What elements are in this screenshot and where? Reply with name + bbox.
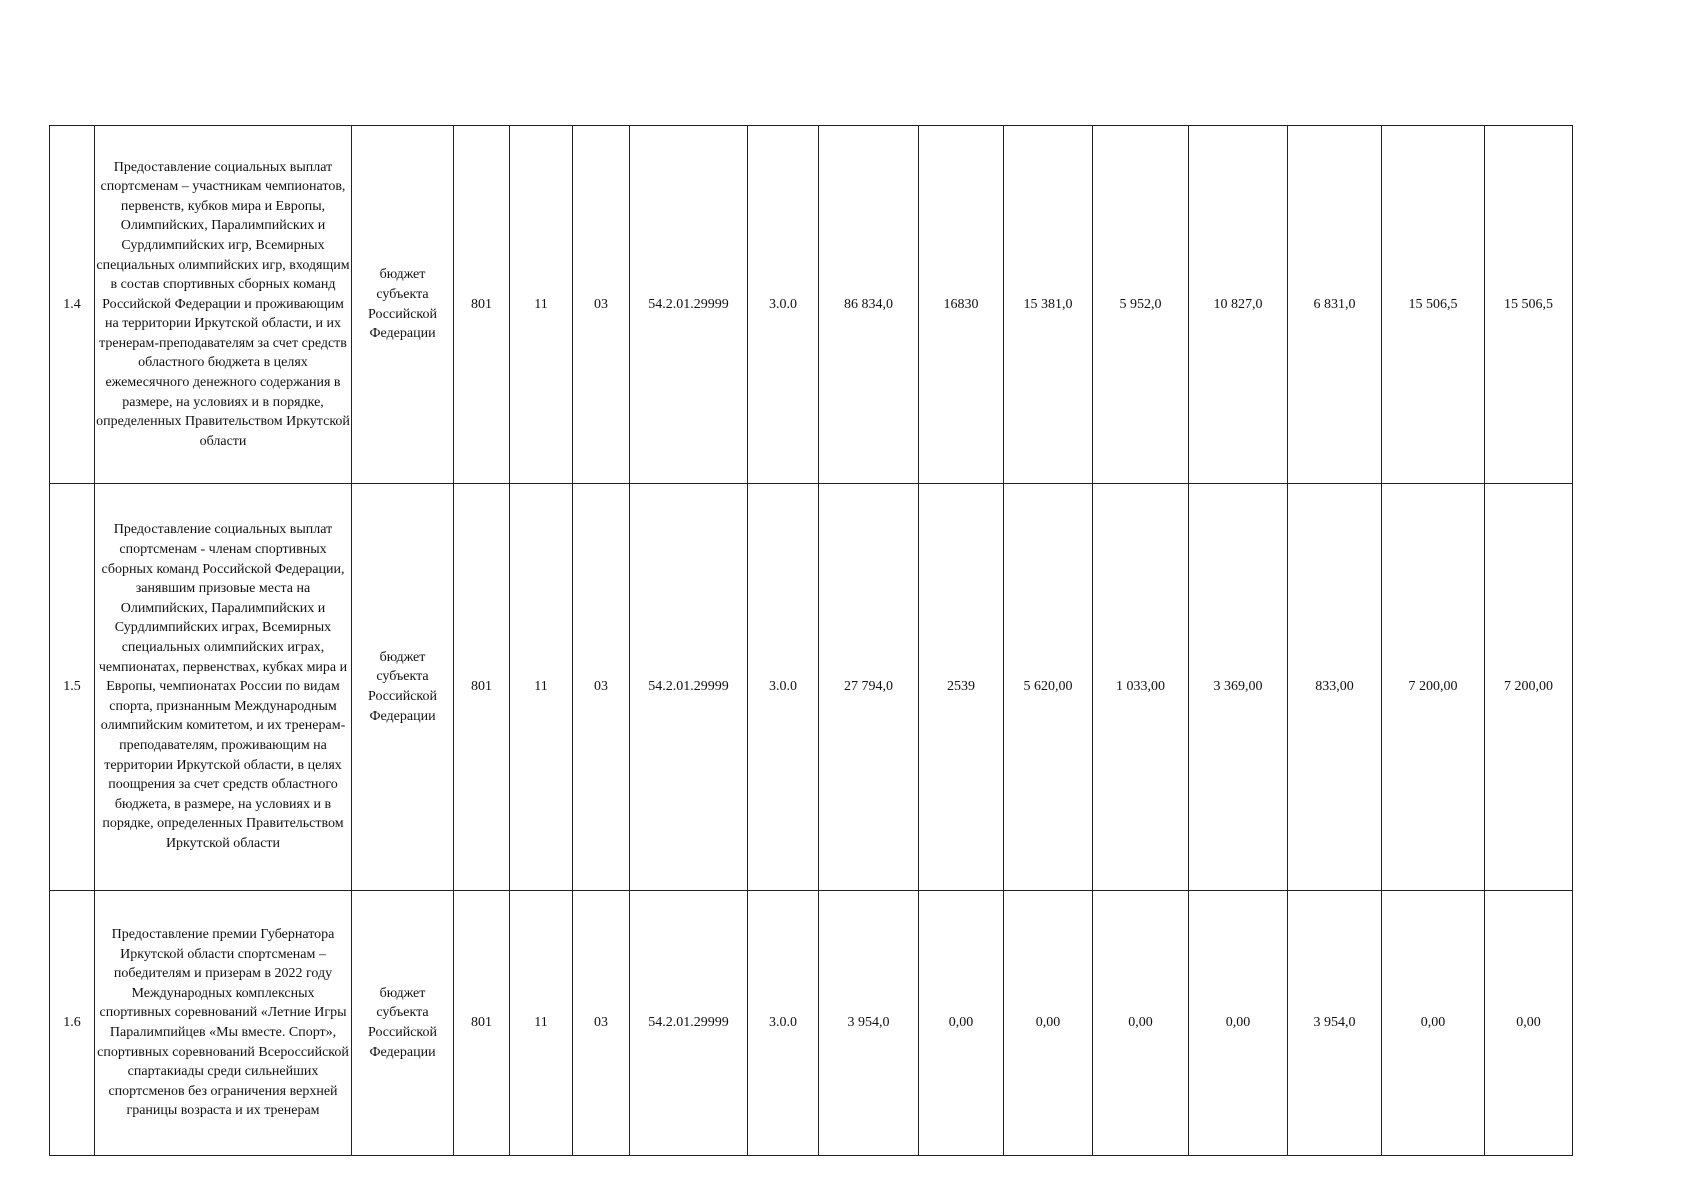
- amount-cell: 3 954,0: [819, 891, 919, 1156]
- target-article-code: 54.2.01.29999: [630, 891, 748, 1156]
- amount-cell: 833,00: [1288, 484, 1382, 891]
- funding-source: бюджет субъекта Российской Федерации: [352, 891, 454, 1156]
- funding-source: бюджет субъекта Российской Федерации: [352, 484, 454, 891]
- row-number: 1.6: [50, 891, 95, 1156]
- budget-table: [49, 125, 1573, 1156]
- amount-cell: 0,00: [1093, 891, 1189, 1156]
- grbs-code: 801: [454, 126, 510, 484]
- section-code: 11: [510, 891, 573, 1156]
- amount-cell: 86 834,0: [819, 126, 919, 484]
- target-article-code: 54.2.01.29999: [630, 484, 748, 891]
- grbs-code: 801: [454, 484, 510, 891]
- amount-cell: 6 831,0: [1288, 126, 1382, 484]
- amount-cell: 7 200,00: [1382, 484, 1485, 891]
- amount-cell: 15 381,0: [1004, 126, 1093, 484]
- expense-type-code: 3.0.0: [748, 891, 819, 1156]
- amount-cell: 3 954,0: [1288, 891, 1382, 1156]
- section-code: 11: [510, 126, 573, 484]
- amount-cell: 5 952,0: [1093, 126, 1189, 484]
- subsection-code: 03: [573, 484, 630, 891]
- target-article-code: 54.2.01.29999: [630, 126, 748, 484]
- amount-cell: 3 369,00: [1189, 484, 1288, 891]
- event-description: Предоставление социальных выплат спортсменам – участникам чемпионатов, первенств, кубков мира и Европы, Олимпийских, Паралимпийских и Сурдлимпийских игр, Всемирных специальных олимпийских игр, входящим в состав спортивных сборных команд Российской Федерации и проживающим на территории Иркутской области, и их тренерам-преподавателям за счет средств областного бюджета в целях ежемесячного денежного содержания в размере, на условиях и в порядке, определенных Правительством Иркутской области: [95, 126, 352, 484]
- amount-cell: 15 506,5: [1382, 126, 1485, 484]
- amount-cell: 0,00: [1485, 891, 1573, 1156]
- section-code: 11: [510, 484, 573, 891]
- event-description: Предоставление социальных выплат спортсменам - членам спортивных сборных команд Российской Федерации, занявшим призовые места на Олимпийских, Паралимпийских и Сурдлимпийских играх, Всемирных специальных олимпийских играх, чемпионатах, первенствах, кубках мира и Европы, чемпионатах России по видам спорта, признанным Международным олимпийским комитетом, и их тренерам-преподавателям, проживающим на территории Иркутской области, в целях поощрения за счет средств областного бюджета, в размере, на условиях и в порядке, определенных Правительством Иркутской области: [95, 484, 352, 891]
- funding-source: бюджет субъекта Российской Федерации: [352, 126, 454, 484]
- expense-type-code: 3.0.0: [748, 484, 819, 891]
- subsection-code: 03: [573, 126, 630, 484]
- amount-cell: 0,00: [1382, 891, 1485, 1156]
- amount-cell: 7 200,00: [1485, 484, 1573, 891]
- subsection-code: 03: [573, 891, 630, 1156]
- amount-cell: 2539: [919, 484, 1004, 891]
- table-row: [50, 891, 1573, 1156]
- row-number: 1.5: [50, 484, 95, 891]
- event-description: Предоставление премии Губернатора Иркутской области спортсменам – победителям и призерам в 2022 году Международных комплексных спортивных соревнований «Летние Игры Паралимпийцев «Мы вместе. Спорт», спортивных соревнований Всероссийской спартакиады среди сильнейших спортсменов без ограничения верхней границы возраста и их тренерам: [95, 891, 352, 1156]
- amount-cell: 0,00: [919, 891, 1004, 1156]
- amount-cell: 0,00: [1004, 891, 1093, 1156]
- amount-cell: 5 620,00: [1004, 484, 1093, 891]
- amount-cell: 15 506,5: [1485, 126, 1573, 484]
- table-row: [50, 126, 1573, 484]
- amount-cell: 0,00: [1189, 891, 1288, 1156]
- row-number: 1.4: [50, 126, 95, 484]
- amount-cell: 10 827,0: [1189, 126, 1288, 484]
- amount-cell: 1 033,00: [1093, 484, 1189, 891]
- expense-type-code: 3.0.0: [748, 126, 819, 484]
- table-row: [50, 484, 1573, 891]
- amount-cell: 27 794,0: [819, 484, 919, 891]
- grbs-code: 801: [454, 891, 510, 1156]
- amount-cell: 16830: [919, 126, 1004, 484]
